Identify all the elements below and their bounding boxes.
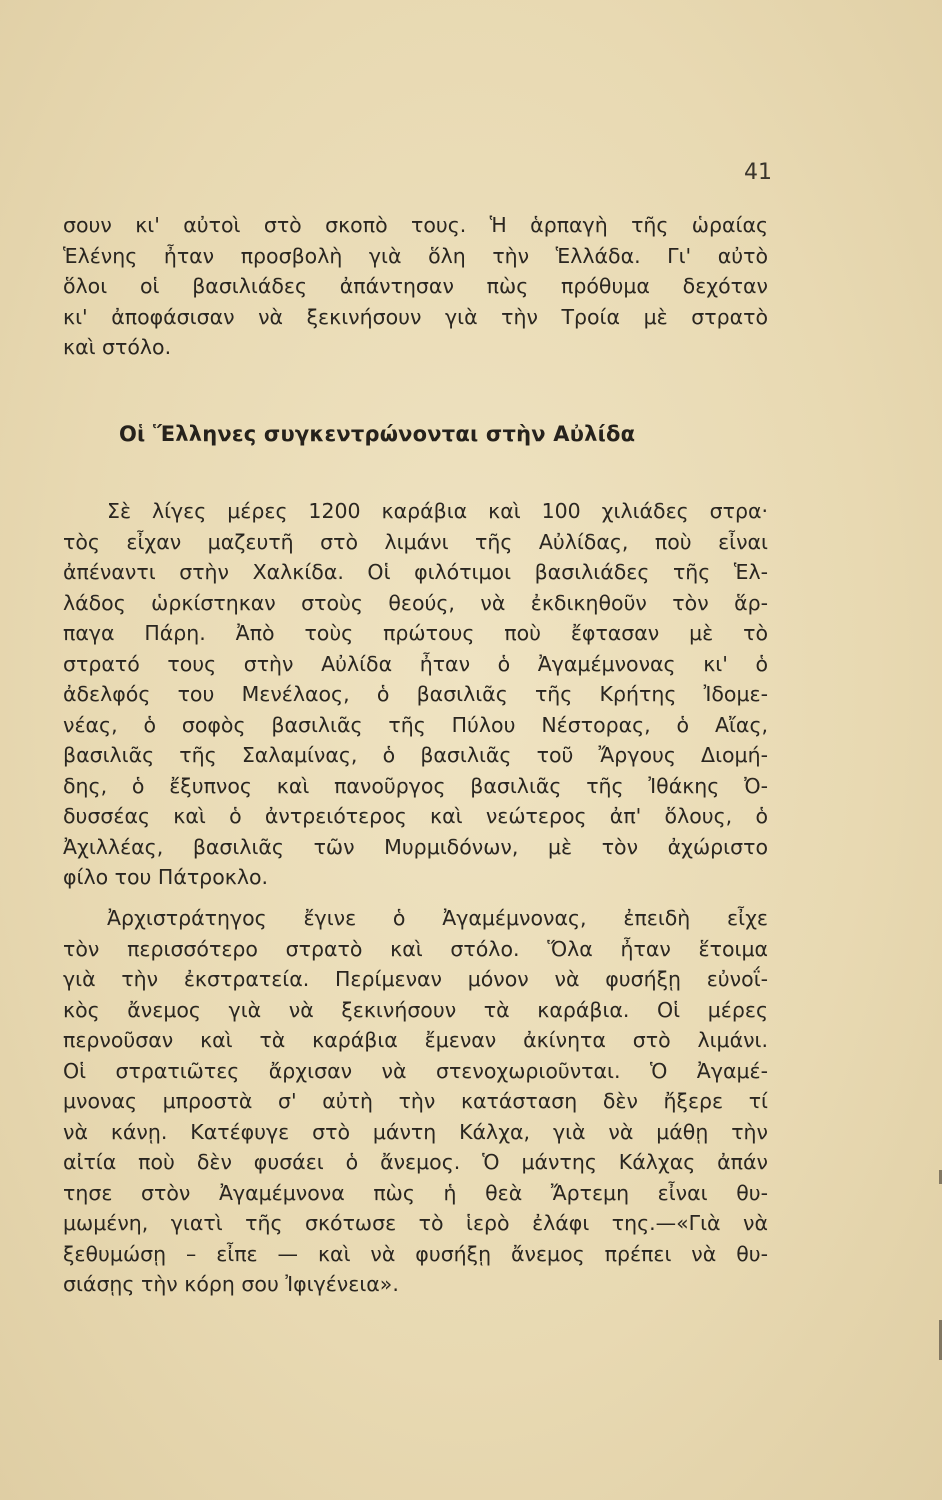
text-line: ὅλοι οἱ βασιλιάδες ἀπάντησαν πὼς πρόθυμα δεχόταν (63, 274, 768, 298)
text-line: νὰ κάνῃ. Κατέφυγε στὸ μάντη Κάλχα, γιὰ νὰ μάθῃ τὴν (63, 1119, 768, 1144)
text-line: Ἀχιλλέας, βασιλιᾶς τῶν Μυρμιδόνων, μὲ τὸν ἀχώριστο (63, 834, 768, 859)
text-line: μνονας μπροστὰ σ' αὐτὴ τὴν κατάσταση δὲν ἤξερε τί (63, 1089, 768, 1113)
text-line: γιὰ τὴν ἐκστρατεία. Περίμεναν μόνον νὰ φυσήξῃ εὐνοΐ- (63, 967, 768, 991)
text-line: κι' ἀποφάσισαν νὰ ξεκινήσουν γιὰ τὴν Τροία μὲ στρατὸ (63, 304, 768, 329)
text-line: λάδος ὡρκίστηκαν στοὺς θεούς, νὰ ἐκδικηθοῦν τὸν ἅρ- (63, 590, 768, 615)
text-line: περνοῦσαν καὶ τὰ καράβια ἔμεναν ἀκίνητα στὸ λιμάνι. (63, 1028, 768, 1052)
text-line: στρατό τους στὴν Αὐλίδα ἦταν ὁ Ἀγαμέμνονας κι' ὁ (63, 651, 768, 676)
text-line: δυσσέας καὶ ὁ ἀντρειότερος καὶ νεώτερος ἀπ' ὅλους, ὁ (63, 804, 768, 828)
text-line: φίλο του Πάτροκλο. (63, 865, 269, 889)
text-line: τὸς εἶχαν μαζευτῆ στὸ λιμάνι τῆς Αὐλίδας, ποὺ εἶναι (63, 529, 768, 554)
paragraph-calchas (63, 903, 768, 1300)
text-line: τὸν περισσότερο στρατὸ καὶ στόλο. Ὅλα ἦταν ἕτοιμα (63, 936, 768, 961)
text-line: Ἀρχιστράτηγος ἔγινε ὁ Ἀγαμέμνονας, ἐπειδὴ εἶχε (107, 906, 768, 930)
text-line: βασιλιᾶς τῆς Σαλαμίνας, ὁ βασιλιᾶς τοῦ Ἄργους Διομή- (63, 743, 768, 767)
text-line: κὸς ἄνεμος γιὰ νὰ ξεκινήσουν τὰ καράβια. Οἱ μέρες (63, 997, 768, 1022)
intro-paragraph (63, 210, 768, 363)
text-line: Ἑλένης ἦταν προσβολὴ γιὰ ὅλη τὴν Ἑλλάδα. Γι' αὐτὸ (63, 243, 768, 268)
text-line: αἰτία ποὺ δὲν φυσάει ὁ ἄνεμος. Ὁ μάντης Κάλχας ἀπάν (63, 1150, 768, 1174)
text-line: Οἱ στρατιῶτες ἄρχισαν νὰ στενοχωριοῦνται. Ὁ Ἀγαμέ- (63, 1058, 768, 1083)
text-line: τησε στὸν Ἀγαμέμνονα πὼς ἡ θεὰ Ἄρτεμη εἶναι θυ- (63, 1180, 768, 1205)
text-line: δης, ὁ ἔξυπνος καὶ πανοῦργος βασιλιᾶς τῆς Ἰθάκης Ὀ- (63, 773, 768, 798)
text-line: παγα Πάρη. Ἀπὸ τοὺς πρώτους ποὺ ἔφτασαν μὲ τὸ (63, 621, 768, 645)
text-line: ἀπέναντι στὴν Χαλκίδα. Οἱ φιλότιμοι βασιλιάδες τῆς Ἑλ- (63, 560, 768, 584)
text-line: Σὲ λίγες μέρες 1200 καράβια καὶ 100 χιλιάδες στρα· (107, 499, 768, 523)
text-line: ξεθυμώσῃ – εἶπε — καὶ νὰ φυσήξῃ ἄνεμος πρέπει νὰ θυ- (63, 1241, 768, 1266)
text-line: ἀδελφός του Μενέλαος, ὁ βασιλιᾶς τῆς Κρήτης Ἰδομε- (63, 682, 768, 706)
text-line: σιάσῃς τὴν κόρη σου Ἰφιγένεια». (63, 1272, 399, 1296)
text-line: σουν κι' αὐτοὶ στὸ σκοπὸ τους. Ἡ ἁρπαγὴ τῆς ὡραίας (63, 213, 768, 237)
page-number: 41 (744, 160, 772, 185)
section-heading: Οἱ Ἕλληνες συγκεντρώνονται στὴν Αὐλίδα (119, 422, 636, 446)
text-line: καὶ στόλο. (63, 335, 172, 359)
text-line: νέας, ὁ σοφὸς βασιλιᾶς τῆς Πύλου Νέστορας, ὁ Αἴας, (63, 712, 768, 737)
text-line: μωμένη, γιατὶ τῆς σκότωσε τὸ ἱερὸ ἐλάφι της.—«Γιὰ νὰ (63, 1211, 768, 1235)
paragraph-assembly (63, 496, 768, 893)
